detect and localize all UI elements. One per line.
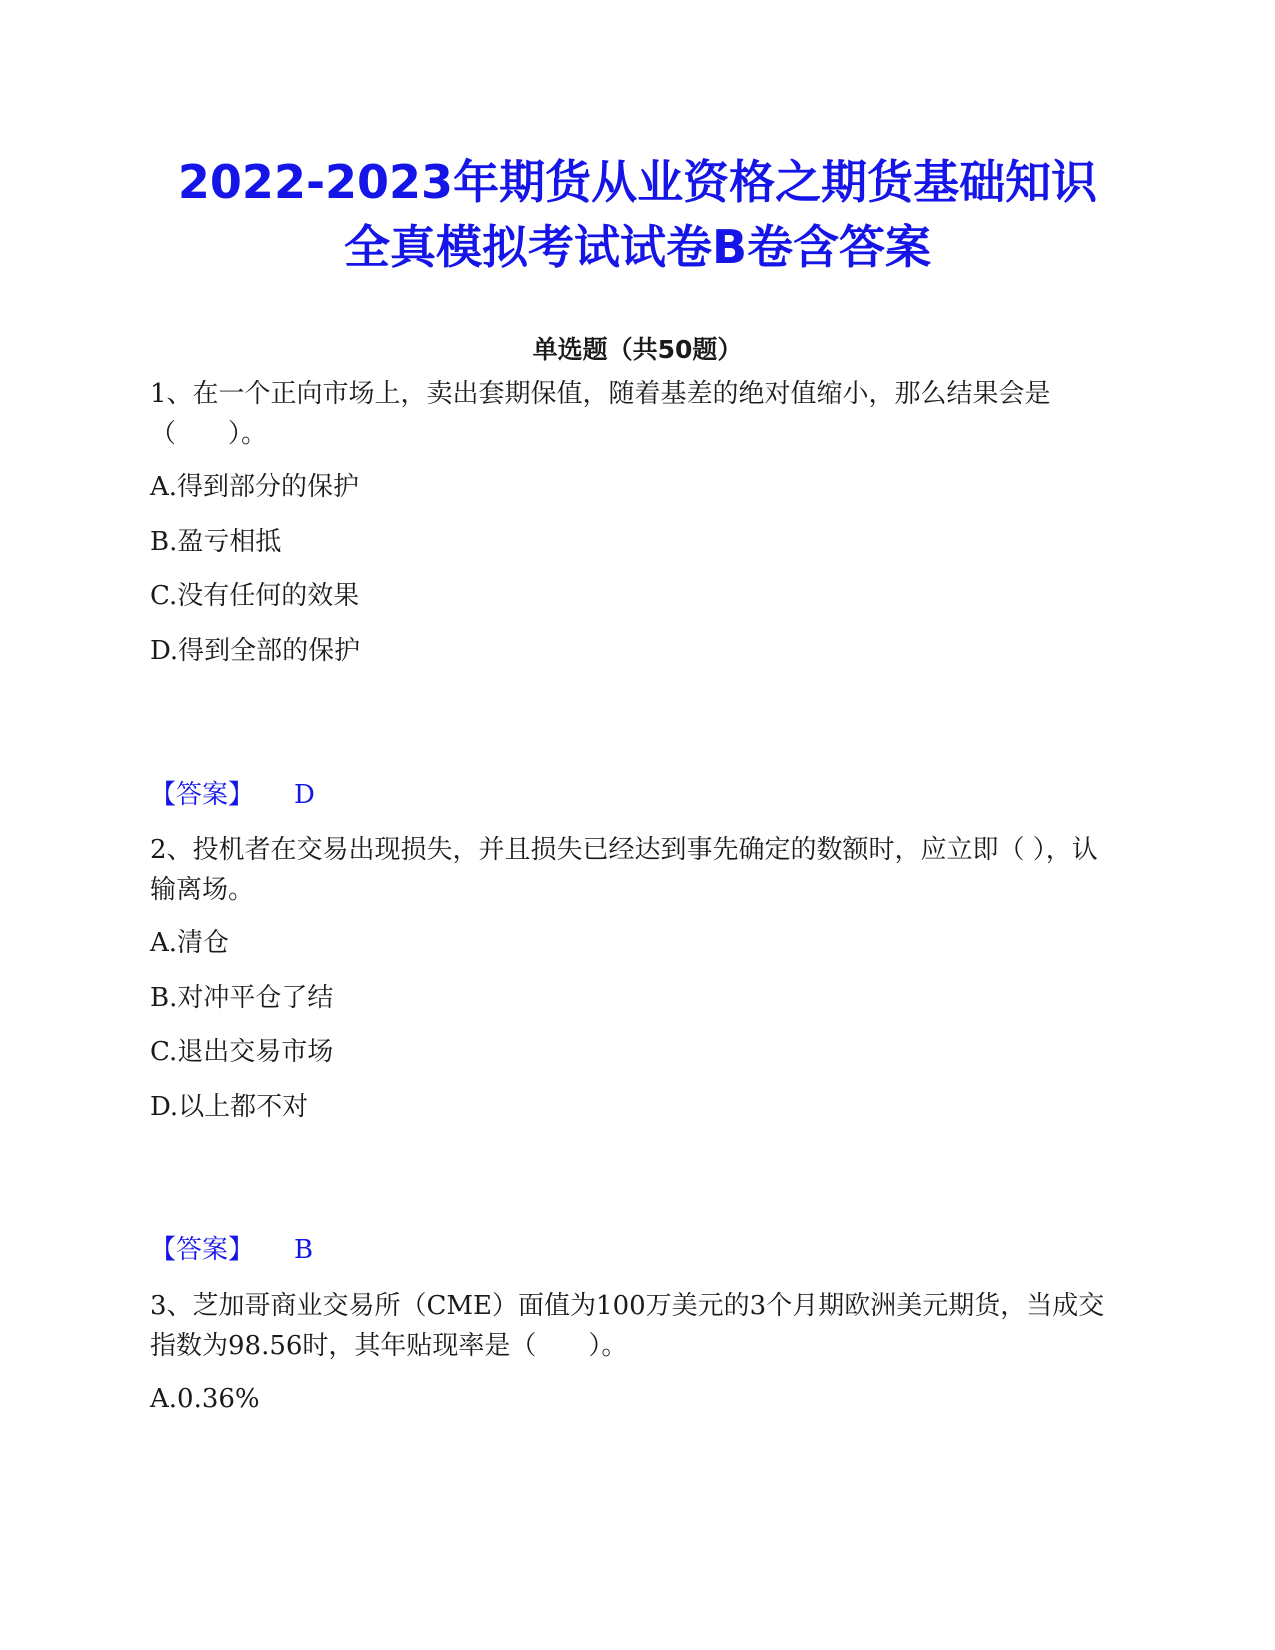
document-title-line2: 全真模拟考试试卷B卷含答案 xyxy=(343,220,932,274)
question-2-answer xyxy=(150,1232,313,1268)
answer-label: 【答案】 xyxy=(150,1235,255,1265)
question-1-option-c: C.没有任何的效果 xyxy=(150,581,360,611)
document-title-line1: 2022-2023年期货从业资格之期货基础知识 xyxy=(177,155,1098,209)
question-1-option-b: B.盈亏相抵 xyxy=(150,527,282,557)
question-1-answer xyxy=(150,777,315,813)
answer-label: 【答案】 xyxy=(150,780,255,810)
answer-value: B xyxy=(294,1235,314,1265)
question-2-option-b: B.对冲平仓了结 xyxy=(150,983,334,1013)
question-2-option-c: C.退出交易市场 xyxy=(150,1037,334,1067)
question-1-option-a: A.得到部分的保护 xyxy=(150,472,360,502)
question-1-option-d: D.得到全部的保护 xyxy=(150,636,361,666)
question-2-text: 2、投机者在交易出现损失，并且损失已经达到事先确定的数额时，应立即（ ），认输离场。 xyxy=(150,835,1098,905)
question-2-option-a: A.清仓 xyxy=(150,928,230,958)
question-2-option-d: D.以上都不对 xyxy=(150,1092,309,1122)
question-3-option-a: A.0.36% xyxy=(150,1384,260,1414)
section-heading: 单选题（共50题） xyxy=(532,335,743,364)
question-1-text: 1、在一个正向市场上，卖出套期保值，随着基差的绝对值缩小，那么结果会是（ ）。 xyxy=(150,379,1051,449)
answer-value: D xyxy=(294,780,315,810)
question-3-text: 3、芝加哥商业交易所（CME）面值为100万美元的3个月期欧洲美元期货，当成交指数为98.56时，其年贴现率是（ ）。 xyxy=(150,1291,1105,1361)
